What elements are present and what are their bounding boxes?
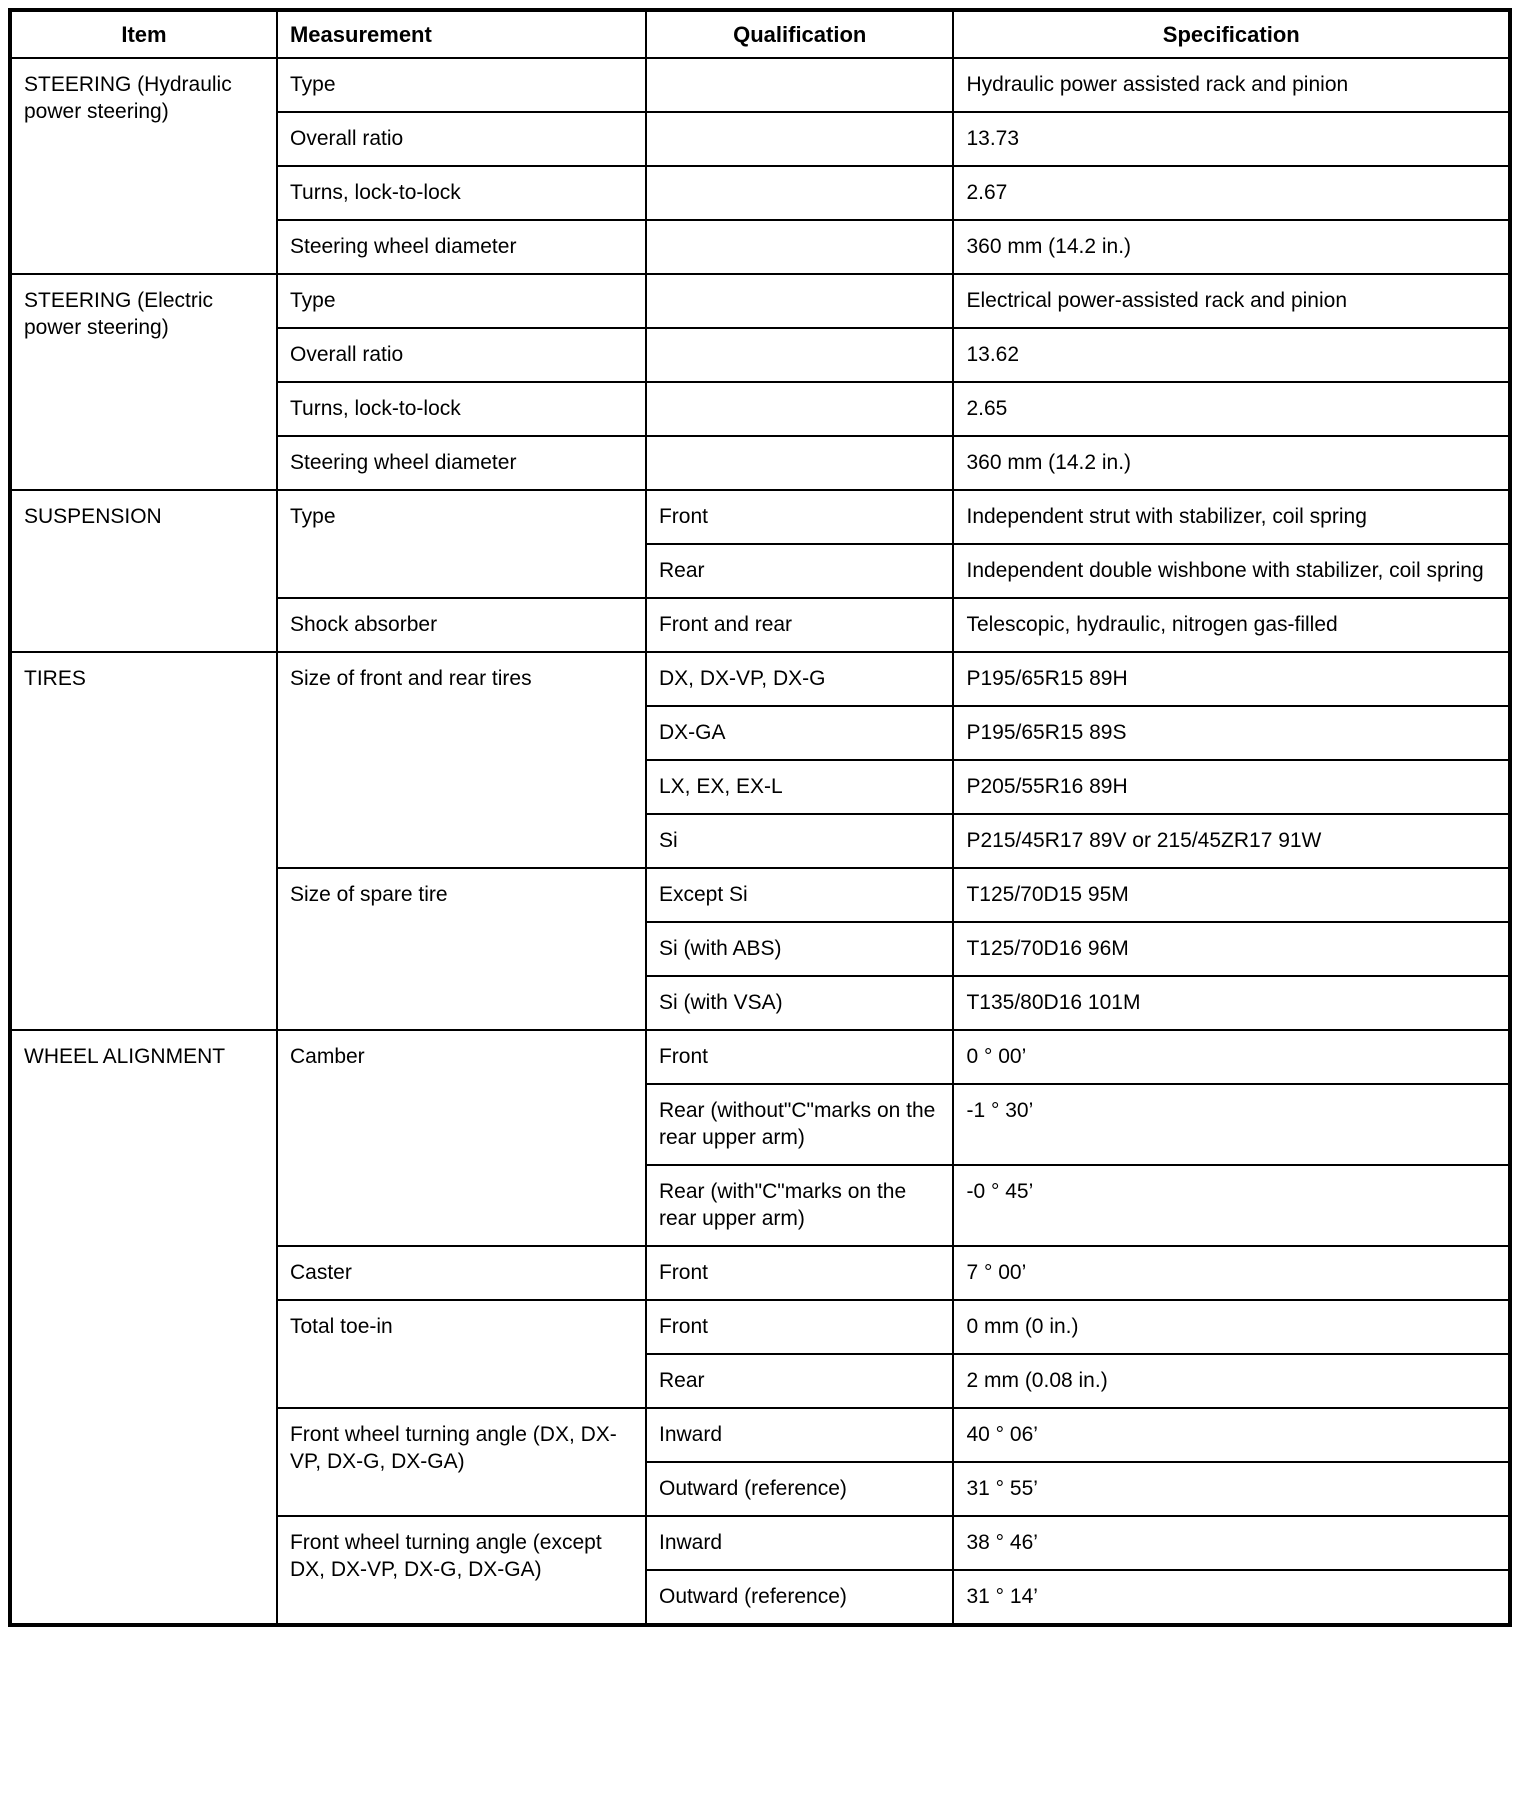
specification-cell: P195/65R15 89S xyxy=(953,706,1510,760)
specification-cell: 2 mm (0.08 in.) xyxy=(953,1354,1510,1408)
specification-cell: 13.73 xyxy=(953,112,1510,166)
measurement-cell: Camber xyxy=(277,1030,646,1246)
qualification-cell: Rear (with"C"marks on the rear upper arm) xyxy=(646,1165,954,1246)
qualification-cell xyxy=(646,220,954,274)
item-cell: STEERING (Electric power steering) xyxy=(10,274,277,490)
column-header-measurement: Measurement xyxy=(277,10,646,58)
qualification-cell: DX-GA xyxy=(646,706,954,760)
specification-cell: 0 ° 00’ xyxy=(953,1030,1510,1084)
qualification-cell: LX, EX, EX-L xyxy=(646,760,954,814)
specification-cell: Telescopic, hydraulic, nitrogen gas-filled xyxy=(953,598,1510,652)
column-header-item: Item xyxy=(10,10,277,58)
specification-cell: -0 ° 45’ xyxy=(953,1165,1510,1246)
specification-cell: 40 ° 06’ xyxy=(953,1408,1510,1462)
column-header-qualification: Qualification xyxy=(646,10,954,58)
qualification-cell xyxy=(646,274,954,328)
header-row xyxy=(10,10,1510,58)
specification-cell: T135/80D16 101M xyxy=(953,976,1510,1030)
specification-cell: Independent strut with stabilizer, coil spring xyxy=(953,490,1510,544)
item-cell: STEERING (Hydraulic power steering) xyxy=(10,58,277,274)
measurement-cell: Size of front and rear tires xyxy=(277,652,646,868)
qualification-cell: Front xyxy=(646,1246,954,1300)
qualification-cell: Inward xyxy=(646,1408,954,1462)
table-body xyxy=(10,58,1510,1625)
qualification-cell: Outward (reference) xyxy=(646,1570,954,1625)
specification-cell: 31 ° 55’ xyxy=(953,1462,1510,1516)
qualification-cell: Except Si xyxy=(646,868,954,922)
specification-cell: Independent double wishbone with stabilizer, coil spring xyxy=(953,544,1510,598)
measurement-cell: Overall ratio xyxy=(277,112,646,166)
qualification-cell xyxy=(646,436,954,490)
item-cell: TIRES xyxy=(10,652,277,1030)
qualification-cell xyxy=(646,166,954,220)
specification-cell: Hydraulic power assisted rack and pinion xyxy=(953,58,1510,112)
specification-cell: 38 ° 46’ xyxy=(953,1516,1510,1570)
qualification-cell: Rear xyxy=(646,1354,954,1408)
item-cell: WHEEL ALIGNMENT xyxy=(10,1030,277,1625)
specification-cell: 0 mm (0 in.) xyxy=(953,1300,1510,1354)
specification-cell: P195/65R15 89H xyxy=(953,652,1510,706)
qualification-cell: Si xyxy=(646,814,954,868)
qualification-cell: Si (with VSA) xyxy=(646,976,954,1030)
qualification-cell: DX, DX-VP, DX-G xyxy=(646,652,954,706)
measurement-cell: Front wheel turning angle (except DX, DX-VP, DX-G, DX-GA) xyxy=(277,1516,646,1625)
measurement-cell: Shock absorber xyxy=(277,598,646,652)
qualification-cell: Rear (without"C"marks on the rear upper arm) xyxy=(646,1084,954,1165)
qualification-cell: Front and rear xyxy=(646,598,954,652)
measurement-cell: Overall ratio xyxy=(277,328,646,382)
qualification-cell: Front xyxy=(646,490,954,544)
specification-cell: 7 ° 00’ xyxy=(953,1246,1510,1300)
measurement-cell: Size of spare tire xyxy=(277,868,646,1030)
qualification-cell: Si (with ABS) xyxy=(646,922,954,976)
measurement-cell: Total toe-in xyxy=(277,1300,646,1408)
measurement-cell: Turns, lock-to-lock xyxy=(277,382,646,436)
specification-cell: Electrical power-assisted rack and pinion xyxy=(953,274,1510,328)
table-header xyxy=(10,10,1510,58)
table-row xyxy=(10,58,1510,112)
specification-cell: -1 ° 30’ xyxy=(953,1084,1510,1165)
qualification-cell xyxy=(646,112,954,166)
specification-cell: T125/70D16 96M xyxy=(953,922,1510,976)
qualification-cell: Front xyxy=(646,1300,954,1354)
qualification-cell: Outward (reference) xyxy=(646,1462,954,1516)
qualification-cell xyxy=(646,328,954,382)
column-header-specification: Specification xyxy=(953,10,1510,58)
specifications-table xyxy=(8,8,1512,1627)
measurement-cell: Caster xyxy=(277,1246,646,1300)
specification-cell: 13.62 xyxy=(953,328,1510,382)
specification-cell: P205/55R16 89H xyxy=(953,760,1510,814)
qualification-cell: Front xyxy=(646,1030,954,1084)
measurement-cell: Type xyxy=(277,490,646,598)
table-row xyxy=(10,652,1510,706)
measurement-cell: Steering wheel diameter xyxy=(277,436,646,490)
specification-cell: 2.65 xyxy=(953,382,1510,436)
specification-cell: 31 ° 14’ xyxy=(953,1570,1510,1625)
measurement-cell: Turns, lock-to-lock xyxy=(277,166,646,220)
qualification-cell xyxy=(646,382,954,436)
table-row xyxy=(10,1030,1510,1084)
measurement-cell: Type xyxy=(277,274,646,328)
specification-cell: 2.67 xyxy=(953,166,1510,220)
measurement-cell: Front wheel turning angle (DX, DX-VP, DX-G, DX-GA) xyxy=(277,1408,646,1516)
specification-cell: T125/70D15 95M xyxy=(953,868,1510,922)
specification-cell: 360 mm (14.2 in.) xyxy=(953,220,1510,274)
measurement-cell: Steering wheel diameter xyxy=(277,220,646,274)
qualification-cell: Rear xyxy=(646,544,954,598)
qualification-cell xyxy=(646,58,954,112)
measurement-cell: Type xyxy=(277,58,646,112)
qualification-cell: Inward xyxy=(646,1516,954,1570)
specification-cell: P215/45R17 89V or 215/45ZR17 91W xyxy=(953,814,1510,868)
specification-cell: 360 mm (14.2 in.) xyxy=(953,436,1510,490)
table-row xyxy=(10,274,1510,328)
table-row xyxy=(10,490,1510,544)
item-cell: SUSPENSION xyxy=(10,490,277,652)
